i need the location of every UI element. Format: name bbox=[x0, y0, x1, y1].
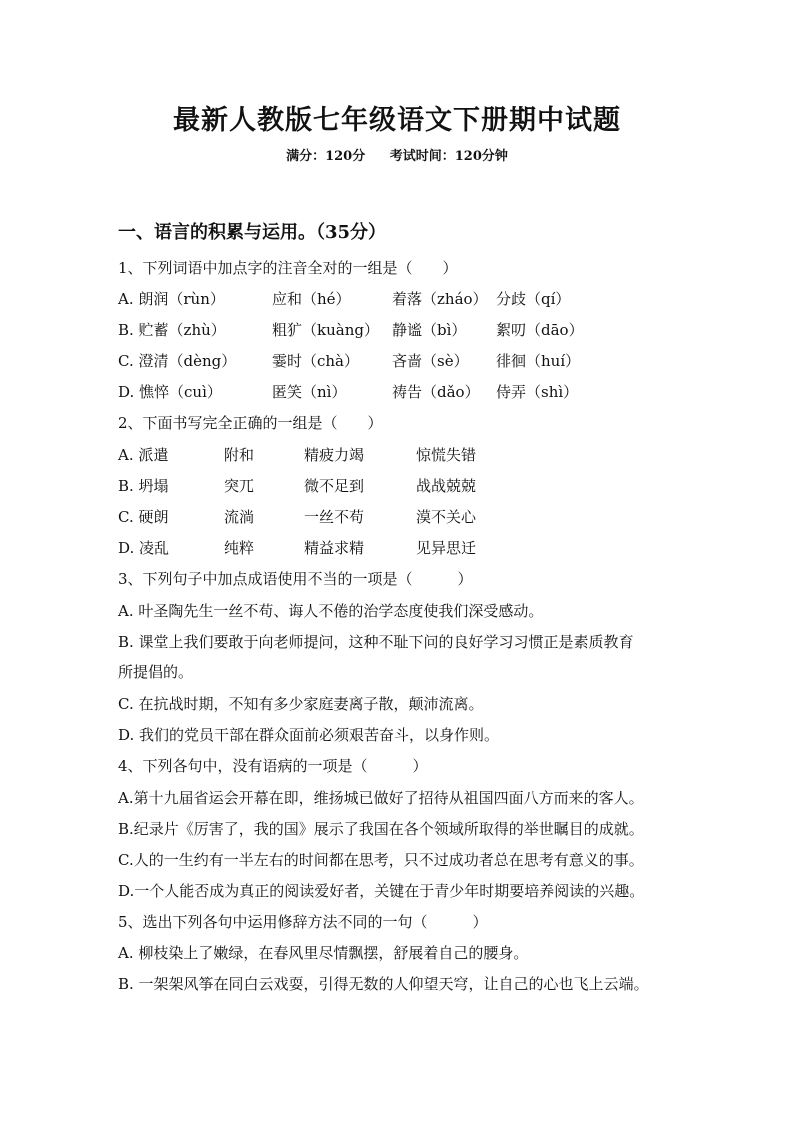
q1-option-d-1: D. 憔悴（cuì） bbox=[118, 383, 222, 401]
q1-option-a-4: 分歧（qí） bbox=[496, 290, 571, 308]
q2-option-c-4: 漠不关心 bbox=[416, 508, 477, 526]
q1-option-b-1: B. 贮蓄（zhù） bbox=[118, 321, 226, 339]
q2-option-a-2: 附和 bbox=[224, 446, 255, 464]
q2-option-b-2: 突兀 bbox=[224, 477, 255, 495]
q3-option-c: C. 在抗战时期，不知有多少家庭妻离子散，颠沛流离。 bbox=[118, 695, 484, 713]
exam-title: 最新人教版七年级语文下册期中试题 bbox=[173, 105, 621, 136]
q2-option-b-1: B. 坍塌 bbox=[118, 477, 169, 495]
q1-option-d-4: 侍弄（shì） bbox=[496, 383, 579, 401]
q4-option-b: B.纪录片《厉害了，我的国》展示了我国在各个领域所取得的举世瞩目的成就。 bbox=[118, 820, 644, 838]
q1-option-a-2: 应和（hé） bbox=[272, 290, 351, 308]
q1-option-d-2: 匿笑（nì） bbox=[272, 383, 347, 401]
q3-option-a: A. 叶圣陶先生一丝不苟、诲人不倦的治学态度使我们深受感动。 bbox=[118, 602, 544, 620]
q5-option-b: B. 一架架风筝在同白云戏耍，引得无数的人仰望天穹，让自己的心也飞上云端。 bbox=[118, 975, 649, 993]
q2-option-c-1: C. 硬朗 bbox=[118, 508, 169, 526]
question-2-stem: 2、下面书写完全正确的一组是（ ） bbox=[118, 414, 383, 432]
q5-option-a: A. 柳枝染上了嫩绿，在春风里尽情飘摆，舒展着自己的腰身。 bbox=[118, 944, 529, 962]
q1-option-a-1: A. 朗润（rùn） bbox=[118, 290, 225, 308]
q1-option-c-1: C. 澄清（dèng） bbox=[118, 352, 237, 370]
q2-option-c-2: 流淌 bbox=[224, 508, 255, 526]
q3-option-b-line1: B. 课堂上我们要敢于向老师提问，这种不耻下问的良好学习习惯正是素质教育 bbox=[118, 633, 634, 651]
full-score: 满分：120分 bbox=[286, 149, 366, 164]
q2-option-a-4: 惊慌失错 bbox=[416, 446, 477, 464]
q3-option-b-line2: 所提倡的。 bbox=[118, 663, 194, 681]
q1-option-c-2: 霎时（chà） bbox=[272, 352, 360, 370]
q4-option-d: D.一个人能否成为真正的阅读爱好者，关键在于青少年时期要培养阅读的兴趣。 bbox=[118, 882, 645, 900]
q3-option-d: D. 我们的党员干部在群众面前必须艰苦奋斗，以身作则。 bbox=[118, 726, 500, 744]
question-3-stem: 3、下列句子中加点成语使用不当的一项是（ ） bbox=[118, 570, 473, 588]
q2-option-a-3: 精疲力竭 bbox=[304, 446, 365, 464]
q2-option-d-4: 见异思迁 bbox=[416, 539, 477, 557]
q1-option-d-3: 祷告（dǎo） bbox=[392, 383, 480, 401]
q2-option-b-4: 战战兢兢 bbox=[416, 477, 477, 495]
q4-option-a: A.第十九届省运会开幕在即，维扬城已做好了招待从祖国四面八方而来的客人。 bbox=[118, 789, 644, 807]
question-4-stem: 4、下列各句中，没有语病的一项是（ ） bbox=[118, 757, 428, 775]
q1-option-c-4: 徘徊（huí） bbox=[496, 352, 581, 370]
exam-time: 考试时间：120分钟 bbox=[389, 149, 508, 164]
q1-option-b-4: 絮叨（dāo） bbox=[496, 321, 584, 339]
section-heading: 一、语言的积累与运用。（35分） bbox=[118, 222, 387, 243]
q1-option-b-3: 静谧（bì） bbox=[392, 321, 467, 339]
q1-option-a-3: 着落（zháo） bbox=[392, 290, 488, 308]
question-1-stem: 1、下列词语中加点字的注音全对的一组是（ ） bbox=[118, 259, 458, 277]
q1-option-c-3: 吝啬（sè） bbox=[392, 352, 469, 370]
q2-option-b-3: 微不足到 bbox=[304, 477, 365, 495]
q2-option-c-3: 一丝不苟 bbox=[304, 508, 365, 526]
q2-option-d-1: D. 凌乱 bbox=[118, 539, 170, 557]
q2-option-d-2: 纯粹 bbox=[224, 539, 255, 557]
q2-option-d-3: 精益求精 bbox=[304, 539, 365, 557]
q2-option-a-1: A. 派遣 bbox=[118, 446, 169, 464]
q1-option-b-2: 粗犷（kuàng） bbox=[272, 321, 379, 339]
exam-subtitle bbox=[0, 145, 794, 164]
q4-option-c: C.人的一生约有一半左右的时间都在思考，只不过成功者总在思考有意义的事。 bbox=[118, 851, 644, 869]
question-5-stem: 5、选出下列各句中运用修辞方法不同的一句（ ） bbox=[118, 913, 488, 931]
